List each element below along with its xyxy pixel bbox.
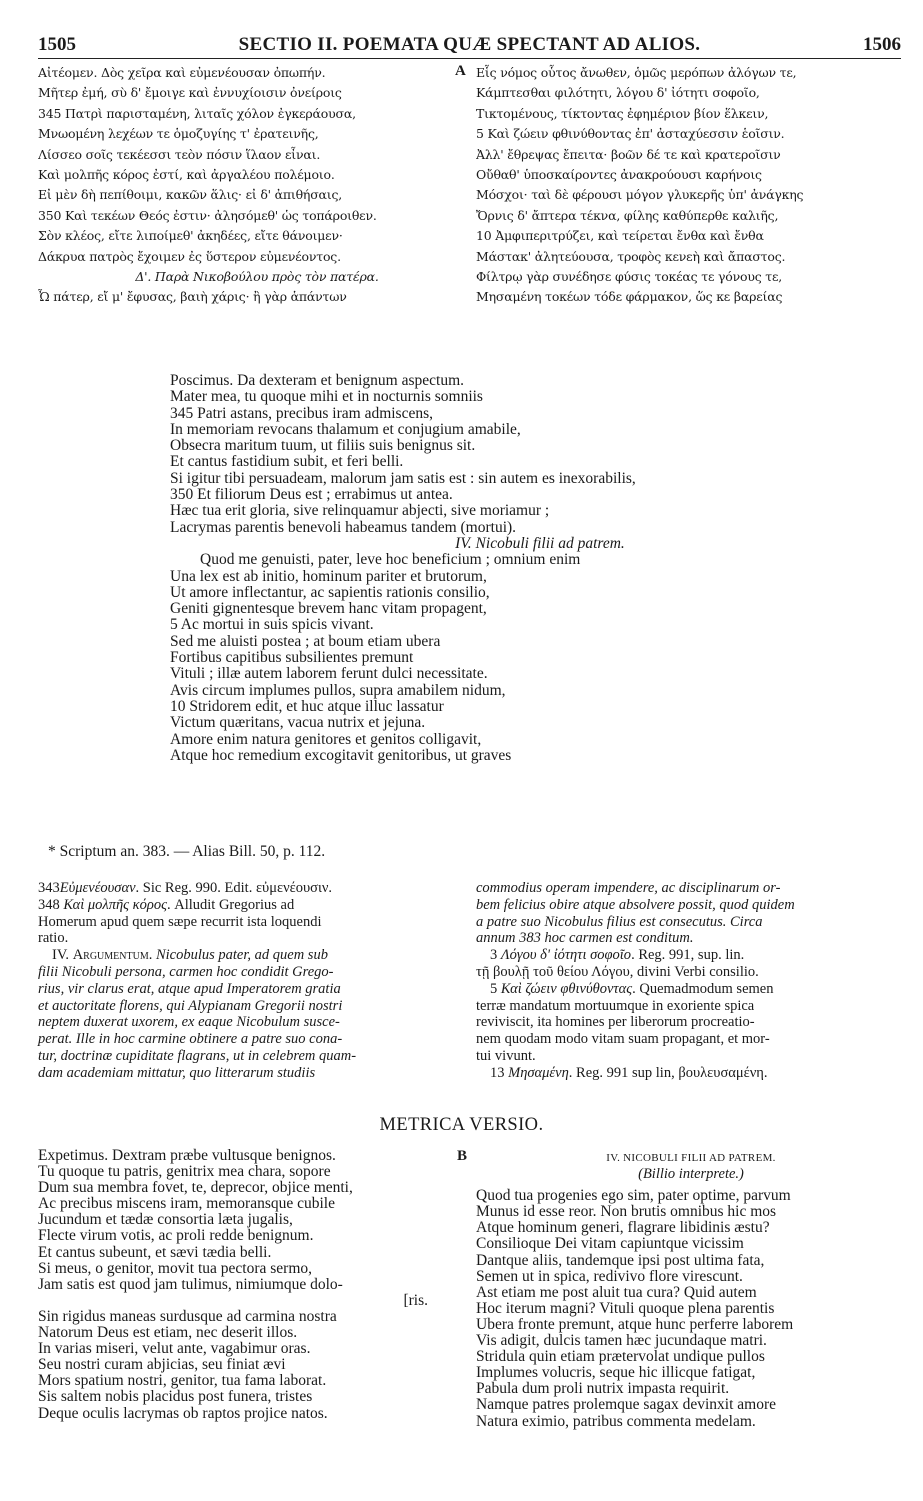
verse-line: Atque hominum generi, flagrare libidinis æstu? [476,1220,770,1237]
note-text: . Quemadmodum semen [632,980,774,997]
latin-poem-title: IV. Nicobuli filii ad patrem. [455,534,625,552]
note-343 [38,880,466,897]
greek-line: Αἰτέομεν. Δὸς χεῖρα καὶ εὐμενέουσαν ὀπωπήν. [38,65,326,80]
latin-line: 10 Stridorem edit, et huc atque illuc lassatur [170,698,444,715]
verse-line: Tu quoque tu patris, genitrix mea chara, sopore [38,1164,331,1181]
note-line: dam academiam mittatur, quo litterarum studiis [38,1064,316,1081]
note-line: Homerum apud quem sæpe recurrit ista loquendi [38,913,322,930]
verse-line: Et cantus subeunt, et sævi tædia belli. [38,1244,272,1261]
latin-line: Et cantus fastidium subit, et feri belli. [170,454,404,471]
verse-line: Semen ut in spica, redivivo flore virescunt. [476,1268,743,1285]
notes-right [476,880,906,1082]
latin-line: Ut amore inflectantur, ac sapientis rationis consilio, [170,584,490,601]
note-line: perat. Ille in hoc carmine obtinere a patre suo cona- [38,1031,343,1048]
note-text: . Reg. 991, sup. lin. [631,947,745,964]
note-ref: 3 [490,947,498,964]
verse-poem-heading: IV. NICOBULI FILII AD PATREM. [606,1152,776,1164]
latin-line: In memoriam revocans thalamum et conjugium amabile, [170,421,521,438]
latin-line: Quod me genuisti, pater, leve hoc beneficium ; omnium enim [200,551,581,569]
greek-line: Λίσσεο σοῖς τεκέεσσι τεὸν πόσιν ἵλαον εἶναι. [38,146,321,162]
greek-line: Εἷς νόμος οὗτος ἄνωθεν, ὁμῶς μερόπων ἀλόγων τε, [476,65,797,80]
verse-line: Implumes volucris, seque hic illicque fatigat, [476,1365,756,1382]
greek-line: Μησαμένη τοκέων τόδε φάρμακον, ὥς κε βαρείας [476,289,783,305]
latin-line: Una lex est ab initio, hominum pariter et brutorum, [170,568,487,585]
note-text: . Sic Reg. 990. Edit. εὐμενέουσιν. [135,880,333,896]
verse-line: Namque patres prolemque sagax devinxit amore [476,1397,776,1414]
latin-line: 345 Patri astans, precibus iram admiscens, [170,405,434,422]
note-text: . Alludit Gregorius ad [166,896,295,913]
column-marker-b: B [457,1148,468,1164]
note-lemma: Εὐμενέουσαν [59,880,136,896]
verse-line: Stridula quin etiam prætervolat undique pullos [476,1349,765,1366]
latin-line: Si igitur tibi persuadeam, malorum jam satis est : sin autem es inexorabilis, [170,470,636,487]
greek-line: Καὶ μολπῆς κόρος ἐστί, καὶ ἀργαλέου πολέμοιο. [38,167,335,183]
note-text: Nicobulus pater, ad quem sub [152,947,328,964]
greek-line: Οὔθαθ' ὑποσκαίροντες ἀνακρούουσι καρήνοις [476,167,762,183]
latin-line: Geniti gignentesque brevem hanc vitam propagent, [170,601,487,618]
note-line: terræ mandatum mortuumque in exoriente spica [476,997,755,1014]
verse-interpreter: (Billio interprete.) [638,1166,744,1183]
latin-line: Mater mea, tu quoque mihi et in nocturnis somniis [170,389,483,406]
verse-line: Seu nostri curam abjicias, seu finiat ævi [38,1357,286,1374]
verse-line: Sis saltem nobis placidus post funera, tristes [38,1389,313,1406]
greek-poem-title: Δ'. Παρὰ Νικοβούλου πρὸς τὸν πατέρα. [135,269,379,285]
verse-line: Natura eximio, patribus commenta medelam. [476,1413,756,1430]
greek-line: Μόσχοι· ταὶ δὲ φέρουσι μόγον γλυκερῆς ὑπ' ἀνάγκης [476,187,804,203]
note-line: filii Nicobuli persona, carmen hoc condidit Grego- [38,963,334,980]
running-header [38,34,901,59]
greek-line: Μνωομένη λεχέων τε ὁμοζυγίης τ' ἐρατεινῆς, [38,126,319,142]
page-number-right: 1506 [863,34,901,55]
latin-line: Fortibus capitibus subsilientes premunt [170,650,414,667]
verse-line: Hoc iterum magni? Vituli quoque plena parentis [476,1300,775,1317]
verse-line: Ac precibus miscens iram, memoransque cubile [38,1196,335,1213]
note-lemma: Καὶ μολπῆς κόρος [63,896,167,913]
verse-line: Ast etiam me post aluit tua cura? Quid autem [476,1284,757,1301]
note-ref: IV. [52,947,70,964]
note-ref: 5 [490,980,498,997]
latin-line: Obsecra maritum tuum, ut filiis suis benignus sit. [170,438,476,455]
greek-text-left [38,63,456,308]
greek-line: 350 Καὶ τεκέων Θεός ἐστιν· ἀλησόμεθ' ὡς τοπάροιθεν. [38,207,377,223]
latin-line: Lacrymas parentis benevoli habeamus tandem (mortui). [170,519,517,536]
greek-line: Ὄρνις δ' ἄπτερα τέκνα, φίλης καθύπερθε καλιῆς, [476,207,779,223]
latin-line: 5 Ac mortui in suis spicis vivant. [170,617,374,634]
note-lemma: Καὶ ζώειν φθινύθοντας [500,980,633,997]
notes-left [38,880,466,1082]
greek-line: Δάκρυα πατρὸς ἔχοιμεν ἐς ὕστερον εὐμενέοντος. [38,248,341,264]
note-ref: 348 [38,896,60,913]
metrica-versio-heading: METRICA VERSIO. [379,1115,544,1135]
note-13 [476,1065,906,1082]
column-marker-a: A [455,63,466,79]
greek-line: Εἰ μὲν δὴ πεπίθοιμι, κακῶν ἅλις· εἰ δ' ἀπιθήσαις, [38,187,343,203]
argument-label: Argumentum. [72,947,153,964]
greek-line: Τικτομένους, τίκτοντας ἐφημέριον βίον ἕλκειν, [476,105,769,121]
verse-line: Sin rigidus maneas surdusque ad carmina nostra [38,1308,337,1325]
note-line: tur, doctrinæ cupiditate flagrans, ut in celebrem quam- [38,1047,357,1064]
greek-line: Ἀλλ' ἔθρεψας ἔπειτα· βοῶν δέ τε καὶ κρατεροῖσιν [476,146,781,162]
verse-line: Jam satis est quod jam tulimus, nimiumque dolo- [38,1276,343,1293]
latin-line: 350 Et filiorum Deus est ; errabimus ut antea. [170,487,453,504]
verse-line: Munus id esse reor. Non brutis omnibus hic mos [476,1204,777,1221]
note-5 [476,981,906,998]
latin-line: Amore enim natura genitores et genitos colligavit, [170,731,482,748]
verse-line: Flecte virum votis, ac proli redde benignum. [38,1228,314,1245]
note-ref: 13 [490,1064,505,1081]
latin-translation [170,373,850,764]
verse-line: Quod tua progenies ego sim, pater optime, parvum [476,1188,791,1205]
latin-line: Avis circum implumes pullos, supra amabilem nidum, [170,682,506,699]
verse-line: Mors spatium nostri, genitor, tua fama laborat. [38,1373,327,1390]
footnote: * Scriptum an. 383. — Alias Bill. 50, p. 112. [48,843,326,860]
note-3 [476,947,906,964]
note-line: annum 383 hoc carmen est conditum. [476,930,694,947]
latin-line: Poscimus. Da dexteram et benignum aspectum. [170,373,465,389]
verse-line: Expetimus. Dextram præbe vultusque benignos. [38,1148,336,1164]
greek-line: Μῆτερ ἐμή, σὺ δ' ἔμοιγε καὶ ἐννυχίοισιν ὀνείροις [38,85,342,101]
note-line: neptem duxerat uxorem, ex eaque Nicobulum susce- [38,1014,340,1031]
verse-line: Si meus, o genitor, movit tua pectora sermo, [38,1260,313,1277]
verse-line: Jucundum et tædæ consortia læta jugalis, [38,1212,293,1229]
note-text: . Reg. 991 sup lin, βουλευσαμένη. [568,1064,768,1081]
note-348 [38,897,466,914]
verse-line: Vis adigit, dulcis tamen hæc jucundaque matri. [476,1333,767,1350]
verse-line: Natorum Deus est etiam, nec deserit illos. [38,1325,298,1342]
note-line: reviviscit, ita homines per liberorum procreatio- [476,1014,755,1031]
note-line: tui vivunt. [476,1047,536,1064]
greek-line: Σὸν κλέος, εἴτε λιποίμεθ' ἀκηδέες, εἴτε θάνοιμεν· [38,228,343,244]
argument-note [38,947,466,964]
note-line: τῇ βουλῇ τοῦ θείου Λόγου, divini Verbi consilio. [476,963,759,980]
note-lemma: Μησαμένη [508,1064,569,1081]
verse-line: Deque oculis lacrymas ob raptos projice natos. [38,1405,328,1422]
verse-translation-right [476,1150,906,1430]
note-line: a patre suo Nicobulus filius est consecutus. Circa [476,913,763,930]
greek-line: Φίλτρῳ γὰρ συνέδησε φύσις τοκέας τε γόνους τε, [476,269,783,285]
verse-line: In varias miseri, velut ante, vagabimur oras. [38,1341,311,1358]
verse-runover: [ris. [403,1291,428,1309]
page-number-left: 1505 [38,34,76,55]
note-ref: 343 [38,880,60,896]
verse-translation-left [38,1148,458,1422]
note-lemma: Λόγου δ' ἰότητι σοφοῖο [500,947,632,964]
verse-line: Dum sua membra fovet, te, deprecor, objice menti, [38,1180,353,1197]
greek-line: Ὦ πάτερ, εἴ μ' ἔφυσας, βαιὴ χάρις· ἢ γὰρ ἁπάντων [38,289,347,305]
latin-line: Hæc tua erit gloria, sive relinquamur abjecti, sive moriamur ; [170,503,550,520]
greek-line: Μάστακ' ἀλητεύουσα, τροφὸς κενεὴ καὶ ἄπαστος. [476,248,786,264]
section-title: SECTIO II. POEMATA QUÆ SPECTANT AD ALIOS. [238,34,701,55]
latin-line: Victum quæritans, vacua nutrix et jejuna. [170,715,426,732]
latin-line: Atque hoc remedium excogitavit genitoribus, ut graves [170,747,512,764]
verse-line: Dantque aliis, tandemque ipsi post ultima fata, [476,1252,765,1269]
note-line: commodius operam impendere, ac disciplinarum or- [476,880,781,896]
note-line: et auctoritate florens, qui Alypianam Gregorii nostri [38,997,343,1014]
verse-line: Ubera fronte premunt, atque hunc perferre laborem [476,1316,794,1333]
greek-line: 5 Καὶ ζώειν φθινύθοντας ἐπ' ἀσταχύεσσιν ἑοῖσιν. [476,126,785,142]
verse-line: Pabula dum proli nutrix impasta requirit. [476,1381,730,1398]
verse-line: Consilioque Dei vitam capiuntque vicissim [476,1236,744,1253]
greek-line: 10 Ἀμφιπεριτρύζει, καὶ τείρεται ἔνθα καὶ ἔνθα [476,228,764,244]
greek-line: Κάμπτεσθαι φιλότητι, λόγου δ' ἰότητι σοφοῖο, [476,85,760,101]
note-line: rius, vir clarus erat, atque apud Imperatorem gratia [38,980,341,997]
latin-line: Vituli ; illæ autem laborem ferunt dulci necessitate. [170,666,488,683]
note-line: ratio. [38,930,69,947]
latin-line: Sed me aluisti postea ; at boum etiam ubera [170,633,441,650]
greek-line: 345 Πατρὶ παρισταμένη, λιταῖς χόλον ἐγκεράουσα, [38,105,356,121]
note-line: bem felicius obire atque absolvere possit, quod quidem [476,896,795,913]
greek-text-right [476,63,906,308]
note-line: nem quodam modo vitam suam propagant, et mor- [476,1031,770,1048]
